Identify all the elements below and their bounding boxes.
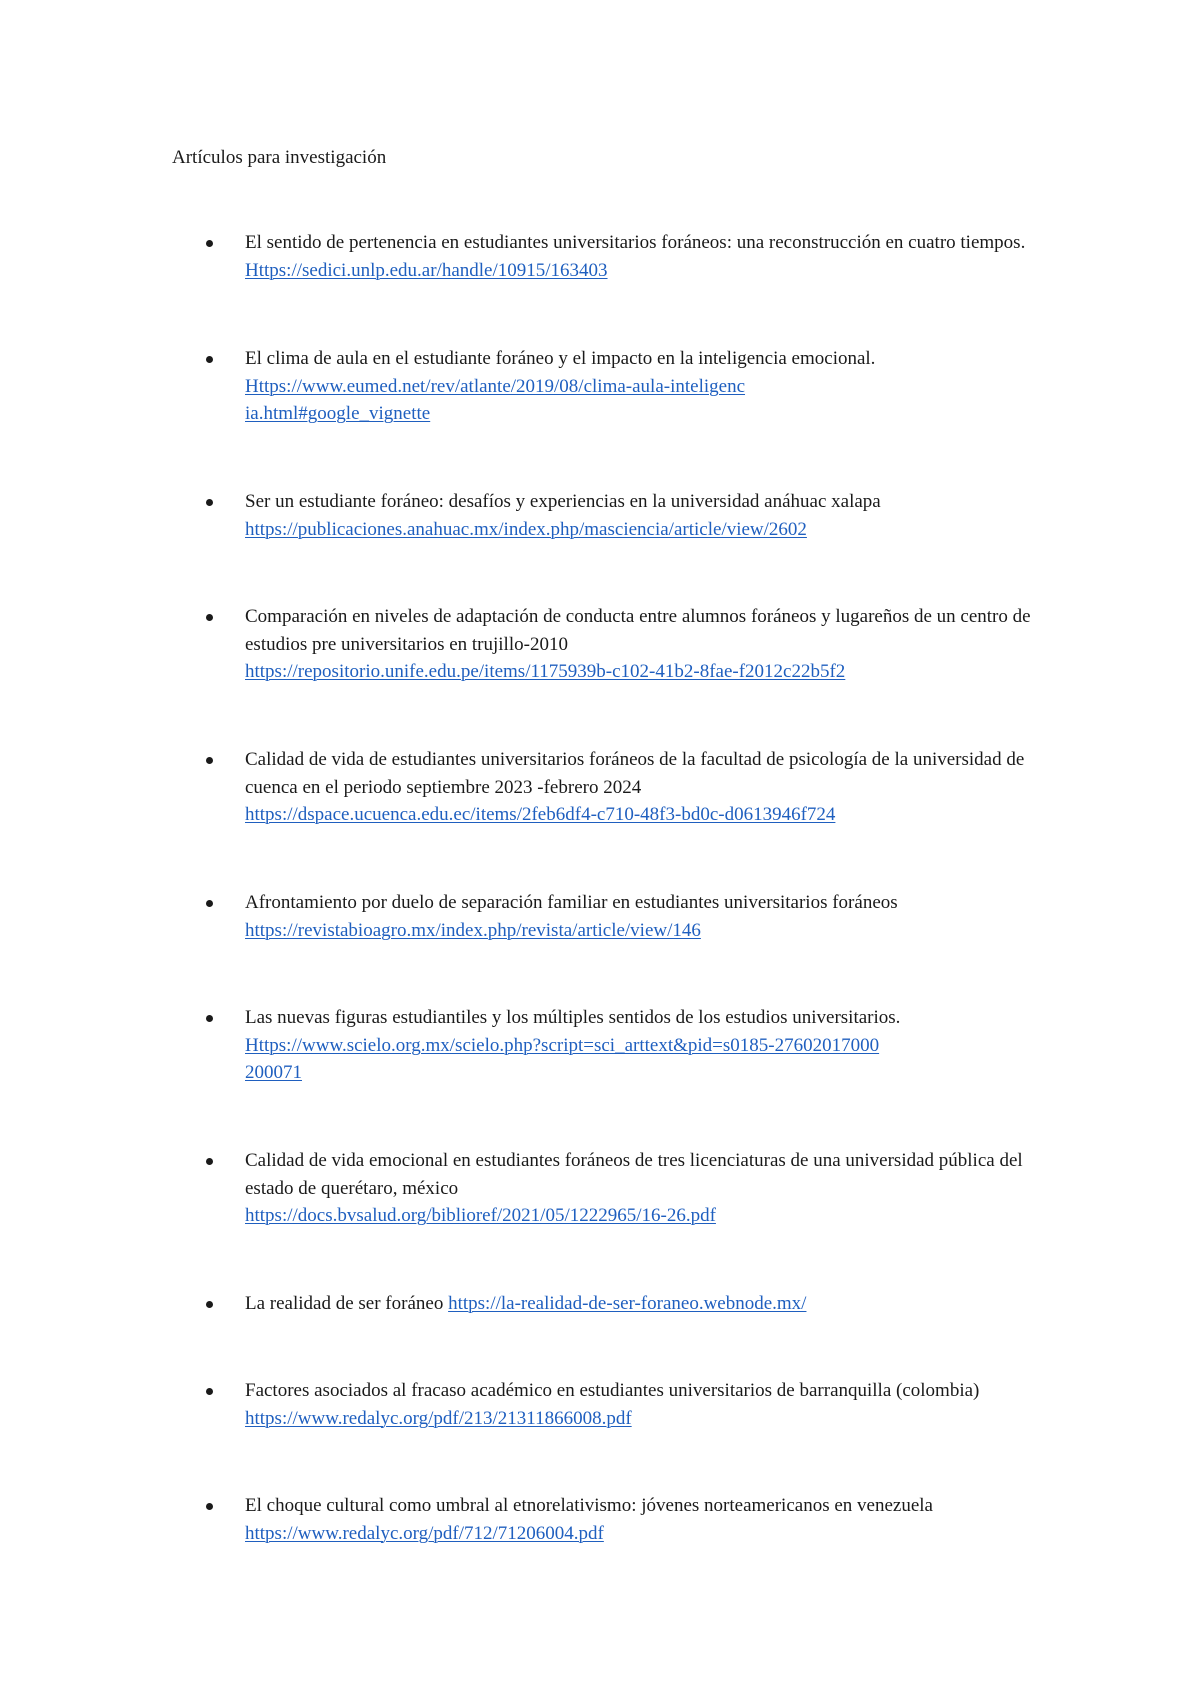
reference-title: El clima de aula en el estudiante foráneo y el impacto en la inteligencia emocional.: [245, 348, 876, 369]
reference-link[interactable]: https://la-realidad-de-ser-foraneo.webnode.mx/: [448, 1293, 807, 1314]
reference-item-2: [245, 345, 1045, 428]
bullet-icon: [206, 1015, 213, 1022]
reference-link[interactable]: Https://www.scielo.org.mx/scielo.php?script=sci_arttext&pid=s0185-27602017000200071: [245, 1034, 880, 1083]
reference-link[interactable]: https://dspace.ucuenca.edu.ec/items/2feb6df4-c710-48f3-bd0c-d0613946f724: [245, 804, 836, 825]
reference-link[interactable]: https://revistabioagro.mx/index.php/revista/article/view/146: [245, 919, 701, 941]
bullet-icon: [206, 1388, 213, 1395]
reference-link[interactable]: https://docs.bvsalud.org/biblioref/2021/05/1222965/16-26.pdf: [245, 1205, 716, 1226]
reference-title: La realidad de ser foráneo: [245, 1293, 449, 1314]
reference-link[interactable]: https://publicaciones.anahuac.mx/index.php/masciencia/article/view/2602: [245, 518, 807, 540]
reference-item-6: [245, 889, 1045, 944]
reference-item-11: [245, 1492, 1045, 1547]
reference-item-4: [245, 603, 1045, 686]
reference-title: El sentido de pertenencia en estudiantes universitarios foráneos: una reconstrucción en cuatro tiempos.: [245, 232, 1026, 253]
reference-title: Factores asociados al fracaso académico en estudiantes universitarios de barranquilla (colombia): [245, 1380, 980, 1401]
reference-item-7: [245, 1004, 1045, 1087]
bullet-icon: [206, 757, 213, 764]
reference-link[interactable]: https://www.redalyc.org/pdf/712/71206004.pdf: [245, 1522, 604, 1544]
reference-item-5: [245, 746, 1045, 829]
reference-link[interactable]: https://www.redalyc.org/pdf/213/21311866008.pdf: [245, 1407, 632, 1429]
reference-link[interactable]: Https://sedici.unlp.edu.ar/handle/10915/163403: [245, 259, 608, 281]
reference-item-10: [245, 1377, 1045, 1432]
reference-title: Calidad de vida de estudiantes universitarios foráneos de la facultad de psicología de la universidad de cuenca en el periodo septiembre 2023 -febrero 2024: [245, 749, 1025, 798]
bullet-icon: [206, 240, 213, 247]
bullet-icon: [206, 1301, 213, 1308]
reference-title: Calidad de vida emocional en estudiantes foráneos de tres licenciaturas de una universidad pública del estado de querétaro, méxico: [245, 1150, 1023, 1199]
reference-link[interactable]: Https://www.eumed.net/rev/atlante/2019/08/clima-aula-inteligencia.html#google_vignette: [245, 375, 746, 424]
reference-item-9: [245, 1290, 1045, 1318]
bullet-icon: [206, 499, 213, 506]
bullet-icon: [206, 614, 213, 621]
bullet-icon: [206, 1158, 213, 1165]
reference-title: Las nuevas figuras estudiantiles y los múltiples sentidos de los estudios universitarios.: [245, 1007, 901, 1028]
reference-item-1: [245, 229, 1045, 284]
document-title: Artículos para investigación: [172, 147, 387, 168]
bullet-icon: [206, 900, 213, 907]
reference-title: Afrontamiento por duelo de separación familiar en estudiantes universitarios foráneos: [245, 892, 898, 913]
reference-item-3: [245, 488, 1045, 543]
reference-title: Ser un estudiante foráneo: desafíos y experiencias en la universidad anáhuac xalapa: [245, 491, 881, 512]
reference-item-8: [245, 1147, 1045, 1230]
bullet-icon: [206, 356, 213, 363]
reference-title: El choque cultural como umbral al etnorelativismo: jóvenes norteamericanos en venezuela: [245, 1495, 933, 1516]
reference-link[interactable]: https://repositorio.unife.edu.pe/items/1175939b-c102-41b2-8fae-f2012c22b5f2: [245, 661, 846, 682]
bullet-icon: [206, 1503, 213, 1510]
reference-title: Comparación en niveles de adaptación de conducta entre alumnos foráneos y lugareños de un centro de estudios pre universitarios en trujillo-2010: [245, 606, 1031, 655]
